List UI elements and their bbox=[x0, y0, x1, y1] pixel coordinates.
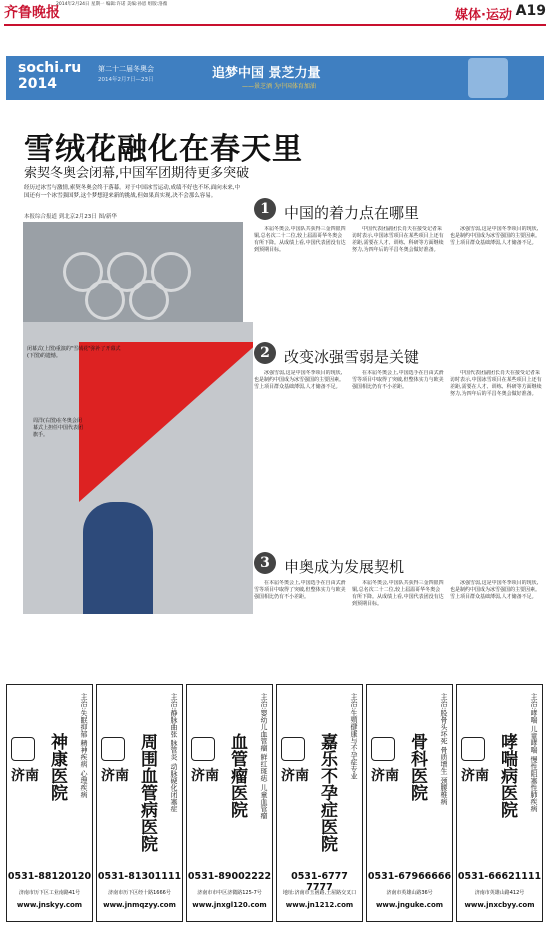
body-text: 冰强雪弱,这是中国冬季项目的现状,也是制约中国成为冰雪强国的主要因素。雪上项目群众基础薄弱,人才储备不足。 bbox=[254, 370, 345, 390]
closing-ceremony-photo bbox=[23, 222, 243, 338]
event-name: 第二十二届冬奥会 bbox=[98, 65, 154, 73]
ad-name: 哮喘病医院 bbox=[497, 733, 517, 818]
ad-name: 神康医院 bbox=[47, 733, 67, 801]
photo-caption-1: 闭幕式(上图)重演的"雪绒花"弥补了开幕式(下图)的遗憾。 bbox=[27, 346, 121, 359]
photo-caption-2: 周洋(右图)在冬奥会闭幕式上担任中国代表团旗手。 bbox=[33, 418, 84, 438]
ad-main: 主治:婴幼儿血管瘤 鲜红斑痣 儿童血管瘤 bbox=[260, 693, 268, 819]
ad-address: 地址:济南市玉函路,土屋路交叉口 bbox=[282, 890, 357, 896]
banner-subslogan: ——景芝酒 为中国体育加油 bbox=[242, 83, 316, 90]
ad-name: 骨科医院 bbox=[407, 733, 427, 801]
ad-main: 主治:失眠抑郁 精神疾病 心理疾病 bbox=[80, 693, 88, 798]
body-text: 本届冬奥会,中国队共获得三金四银四铜,总名次二十二位,较上届温哥华冬奥会有所下降。从成绩上看,中国代表团没有达到预期目标。 bbox=[254, 226, 346, 253]
section-number: 3 bbox=[254, 552, 276, 574]
ad-city: 济南 bbox=[371, 768, 399, 784]
ad-phone: 0531-67966666 bbox=[367, 871, 452, 882]
ad-website[interactable]: www.jnxcbyy.com bbox=[464, 901, 535, 909]
ad-address: 济南市历下区工业南路41号 bbox=[18, 890, 81, 896]
hospital-ad[interactable] bbox=[276, 684, 363, 922]
section-title: 中国的着力点在哪里 bbox=[284, 204, 420, 222]
section-title: 改变冰强雪弱是关键 bbox=[284, 348, 420, 366]
hospital-logo-icon bbox=[371, 737, 395, 761]
ad-name: 嘉乐不孕症医院 bbox=[317, 733, 337, 852]
hospital-ad[interactable] bbox=[366, 684, 453, 922]
body-text: 中国代表团副团长肖天在接受记者采访时表示,中国冰雪项目在某些项目上还有差距,需要在人才、训练、科研等方面继续努力,为四年后的平昌冬奥会做好准备。 bbox=[450, 370, 542, 397]
body-text: 冰强雪弱,这是中国冬季项目的现状,也是制约中国成为冰雪强国的主要因素。雪上项目群众基础薄弱,人才储备不足。 bbox=[450, 580, 541, 600]
body-text: 在本届冬奥会上,中国选手在自由式滑雪等项目中取得了突破,但整体实力与欧美强国相比仍有不小差距。 bbox=[254, 580, 346, 600]
lead-paragraph: 经历过冰雪与激情,索契冬奥会终于落幕。对于中国冰雪运动,成绩不好也不坏,面向未来,中国还有一个冰雪强国梦,这个梦想迎来新的挑战,但如果真实现,决不会那么容易。 bbox=[24, 185, 240, 199]
header-rule bbox=[4, 24, 546, 26]
body-text: 本届冬奥会,中国队共获得三金四银四铜,总名次二十二位,较上届温哥华冬奥会有所下降。从成绩上看,中国代表团没有达到预期目标。 bbox=[352, 580, 444, 607]
ad-main: 主治:生殖健康与不孕症专业 bbox=[350, 693, 358, 780]
ad-phone: 0531-6777 7777 bbox=[291, 871, 348, 893]
newspaper-logo: 齐鲁晚报 bbox=[4, 5, 60, 21]
ad-main: 主治:哮喘 儿童哮喘 慢性阻塞性肺疾病 bbox=[530, 693, 538, 812]
hospital-ad[interactable] bbox=[6, 684, 93, 922]
body-text: 中国代表团副团长肖天在接受记者采访时表示,中国冰雪项目在某些项目上还有差距,需要在人才、训练、科研等方面继续努力,为四年后的平昌冬奥会做好准备。 bbox=[352, 226, 444, 253]
ad-name: 周围血管病医院 bbox=[137, 733, 157, 852]
ad-address: 济南市历下区经十路1666号 bbox=[108, 890, 171, 896]
hospital-logo-icon bbox=[191, 737, 215, 761]
hospital-logo-icon bbox=[11, 737, 35, 761]
event-dates: 2014年2月7日—23日 bbox=[98, 77, 154, 83]
page-number: A19 bbox=[515, 3, 546, 19]
byline: 本报综合报道 到北京2月23日 图/新华 bbox=[24, 214, 117, 220]
body-text: 冰强雪弱,这是中国冬季项目的现状,也是制约中国成为冰雪强国的主要因素。雪上项目群众基础薄弱,人才储备不足。 bbox=[450, 226, 541, 246]
sochi-year: 2014 bbox=[18, 76, 57, 92]
issue-meta: 2014年2月24日 星期一 编辑:许诺 美编:孙恩 组版:洛薇 bbox=[56, 2, 168, 7]
section-number: 1 bbox=[254, 198, 276, 220]
section-number: 2 bbox=[254, 342, 276, 364]
ad-website[interactable]: www.jnmqzyy.com bbox=[103, 901, 176, 909]
body-text: 在本届冬奥会上,中国选手在自由式滑雪等项目中取得了突破,但整体实力与欧美强国相比仍有不小差距。 bbox=[352, 370, 444, 390]
banner-slogan: 追梦中国 景芝力量 bbox=[212, 66, 321, 81]
ad-city: 济南 bbox=[11, 768, 39, 784]
ad-website[interactable]: www.jnguke.com bbox=[375, 901, 444, 909]
ad-address: 济南市英雄山路412号 bbox=[474, 890, 525, 896]
ad-address: 济南市市中区济微路125-7号 bbox=[197, 890, 262, 896]
section-title: 申奥成为发展契机 bbox=[284, 558, 405, 576]
ads-strip bbox=[6, 684, 544, 922]
flag-bearer-photo bbox=[23, 322, 253, 614]
olympic-banner bbox=[6, 56, 544, 100]
ad-phone: 0531-88120120 bbox=[7, 871, 92, 882]
ad-address: 济南市英雄山路36号 bbox=[386, 890, 433, 896]
ad-website[interactable]: www.jn1212.com bbox=[285, 901, 354, 909]
hospital-logo-icon bbox=[281, 737, 305, 761]
ad-website[interactable]: www.jnxgl120.com bbox=[192, 901, 267, 909]
ad-city: 济南 bbox=[191, 768, 219, 784]
bottle-graphic bbox=[468, 58, 508, 98]
flag-graphic bbox=[79, 342, 253, 502]
subheadline: 索契冬奥会闭幕,中国军团期待更多突破 bbox=[24, 166, 250, 181]
hospital-ad[interactable] bbox=[186, 684, 273, 922]
hospital-logo-icon bbox=[101, 737, 125, 761]
ad-phone: 0531-66621111 bbox=[457, 871, 542, 882]
ad-name: 血管瘤医院 bbox=[227, 733, 247, 818]
ad-phone: 0531-81301111 bbox=[97, 871, 182, 882]
athlete-figure bbox=[83, 502, 153, 614]
ad-city: 济南 bbox=[461, 768, 489, 784]
hospital-logo-icon bbox=[461, 737, 485, 761]
ad-phone: 0531-89002222 bbox=[187, 871, 272, 882]
ad-city: 济南 bbox=[281, 768, 309, 784]
masthead bbox=[4, 2, 546, 22]
section-title: 媒体·运动 bbox=[455, 8, 512, 23]
sochi-logo-text: sochi.ru bbox=[18, 60, 82, 76]
hospital-ad[interactable] bbox=[96, 684, 183, 922]
ad-website[interactable]: www.jnskyy.com bbox=[16, 901, 83, 909]
hospital-ad[interactable] bbox=[456, 684, 543, 922]
ad-city: 济南 bbox=[101, 768, 129, 784]
ad-main: 主治:股骨头坏死 骨质增生 颈腰椎病 bbox=[440, 693, 448, 805]
headline: 雪绒花融化在春天里 bbox=[24, 132, 303, 167]
ad-main: 主治:静脉曲张 脉管炎 动脉硬化闭塞症 bbox=[170, 693, 178, 812]
